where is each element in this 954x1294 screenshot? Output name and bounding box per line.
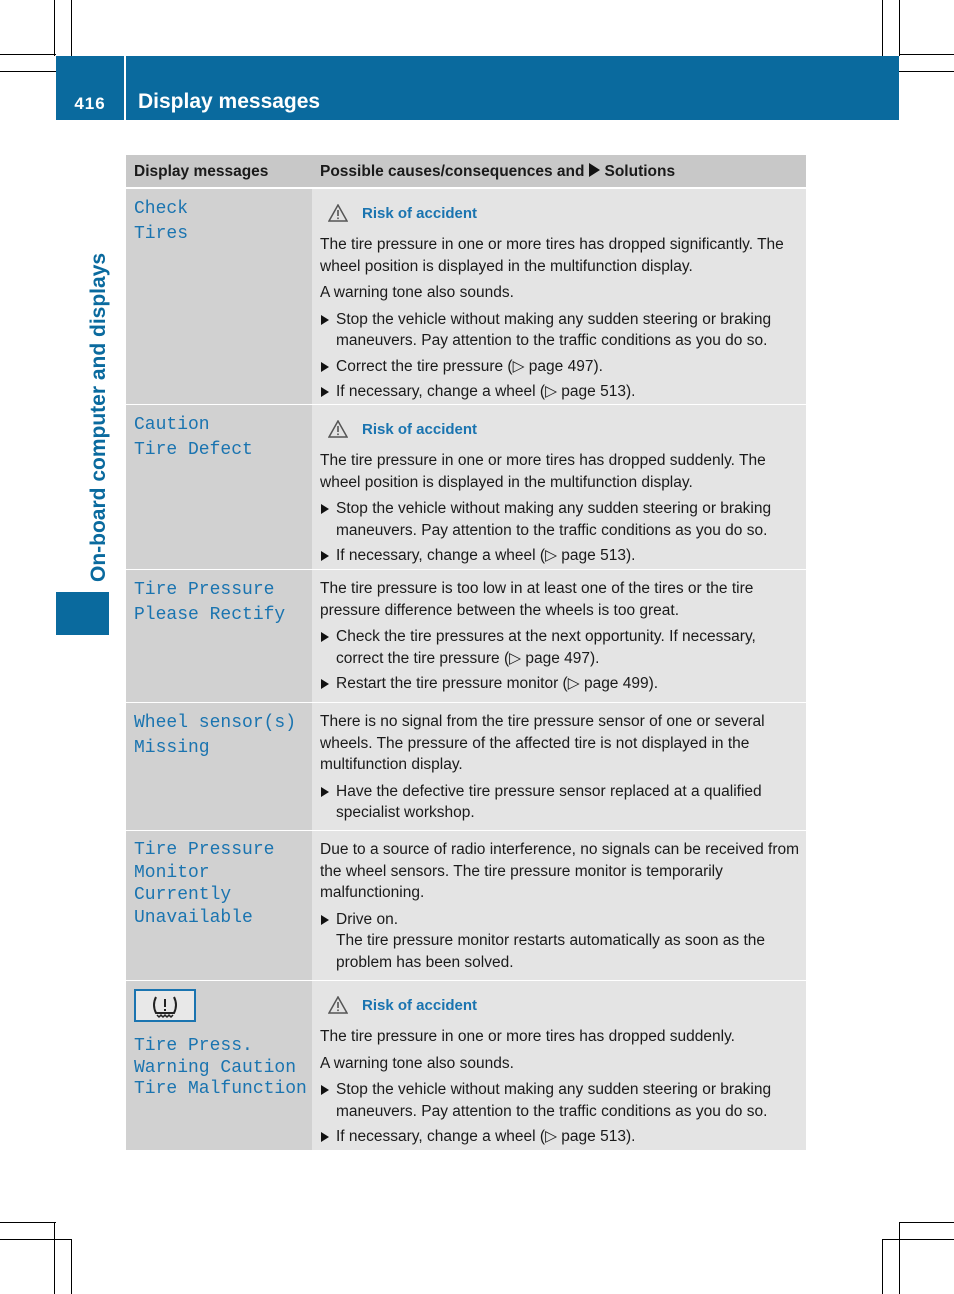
display-message: Wheel sensor(s) Missing [134,713,297,758]
description-text: A warning tone also sounds. [320,284,514,301]
solution-step: Drive on. [320,909,800,931]
crop-mark [0,71,56,72]
message-cell [126,405,312,569]
display-messages-table [126,155,806,1145]
message-cell [126,981,312,1150]
display-message: Tire Pressure Please Rectify [134,580,286,625]
solution-cell [312,703,806,830]
step-arrow-icon [321,1085,329,1095]
solution-step: If necessary, change a wheel (▷ page 513). [320,545,800,567]
step-arrow-icon [321,551,329,561]
crop-mark [899,71,954,72]
solution-step: Stop the vehicle without making any sudden steering or braking maneuvers. Pay attention to the traffic conditions as you do so. [320,1079,800,1122]
table-row [126,569,806,702]
description-text: Due to a source of radio interference, no signals can be received from the wheel sensors. The tire pressure monitor is temporarily malfunctioning. [320,841,800,901]
solution-step: Stop the vehicle without making any sudden steering or braking maneuvers. Pay attention to the traffic conditions as you do so. [320,309,800,352]
step-arrow-icon [321,387,329,397]
step-arrow-icon [321,362,329,372]
description-text: A warning tone also sounds. [320,1054,514,1072]
crop-mark [0,1239,72,1240]
step-arrow-icon [321,1132,329,1142]
solution-cell [312,405,806,569]
description-text: There is no signal from the tire pressure sensor of one or several wheels. The pressure of the affected tire is not displayed in the multifunction display. [320,713,765,773]
crop-mark [0,54,56,55]
step-arrow-icon [321,315,329,325]
crop-mark [71,1239,72,1294]
message-cell [126,189,312,404]
risk-warning-label: Risk of accident [362,420,478,438]
message-cell [126,831,312,980]
message-cell [126,570,312,702]
crop-mark [882,0,883,56]
crop-mark [899,54,954,55]
risk-warning [328,203,800,223]
crop-mark [899,0,900,56]
display-message: Caution Tire Defect [134,415,253,460]
table-row [126,188,806,404]
crop-mark [899,1222,900,1294]
solution-step: Correct the tire pressure (▷ page 497). [320,356,800,378]
description-text: The tire pressure in one or more tires has dropped suddenly. [320,1028,735,1045]
warning-triangle-icon [328,996,348,1014]
step-arrow-icon [321,679,329,689]
crop-mark [0,1222,56,1223]
warning-triangle-icon [328,420,348,438]
risk-warning-label: Risk of accident [362,204,478,222]
header-divider [124,56,126,120]
table-header [126,155,806,188]
description-text: The tire pressure in one or more tires has dropped significantly. The wheel position is displayed in the multifunction display. [320,236,784,275]
tire-pressure-warning-icon [134,989,196,1022]
step-arrow-icon [321,504,329,514]
solution-step: Stop the vehicle without making any sudden steering or braking maneuvers. Pay attention to the traffic conditions as you do so. [320,498,800,541]
warning-triangle-icon [328,204,348,222]
risk-warning-label: Risk of accident [362,996,478,1014]
page-number: 416 [74,94,106,113]
crop-mark [54,0,55,56]
solution-cell [312,570,806,702]
column-header-solutions-text: Solutions [604,163,676,180]
display-message: Check Tires [134,199,189,244]
risk-warning [328,995,800,1015]
display-message: Tire Pressure Monitor Currently Unavailable [134,840,275,928]
table-row [126,702,806,830]
solution-step: If necessary, change a wheel (▷ page 513). [320,1126,800,1148]
section-title-vertical: On-board computer and displays [87,252,110,582]
column-header-causes [312,155,806,187]
solution-step: Have the defective tire pressure sensor replaced at a qualified specialist workshop. [320,781,800,824]
solution-step: Check the tire pressures at the next opportunity. If necessary, correct the tire pressure (▷ page 497). [320,626,800,669]
section-tab-marker [56,592,109,635]
solution-cell [312,831,806,980]
display-message: Tire Press. Warning Caution Tire Malfunction [134,1036,307,1099]
table-row [126,404,806,569]
description-text: The tire pressure in one or more tires has dropped suddenly. The wheel position is displayed in the multifunction display. [320,452,766,491]
solution-cell [312,189,806,404]
risk-warning [328,419,800,439]
play-arrow-icon [589,163,600,177]
crop-mark [899,1222,954,1223]
solution-cell [312,981,806,1150]
crop-mark [54,1222,55,1294]
page-title: Display messages [138,90,321,113]
solution-step-note: The tire pressure monitor restarts automatically as soon as the problem has been solved. [336,932,766,971]
solution-step: If necessary, change a wheel (▷ page 513). [320,381,800,403]
crop-mark [882,1239,883,1294]
table-row [126,830,806,980]
crop-mark [882,1239,954,1240]
step-arrow-icon [321,632,329,642]
step-arrow-icon [321,787,329,797]
description-text: The tire pressure is too low in at least one of the tires or the tire pressure difference between the wheels is too great. [320,580,754,619]
message-cell [126,703,312,830]
step-arrow-icon [321,915,329,925]
solution-step: Restart the tire pressure monitor (▷ page 499). [320,673,800,695]
table-row [126,980,806,1150]
column-header-messages: Display messages [134,163,269,180]
column-header-causes-text: Possible causes/consequences and [320,163,585,180]
crop-mark [71,0,72,56]
